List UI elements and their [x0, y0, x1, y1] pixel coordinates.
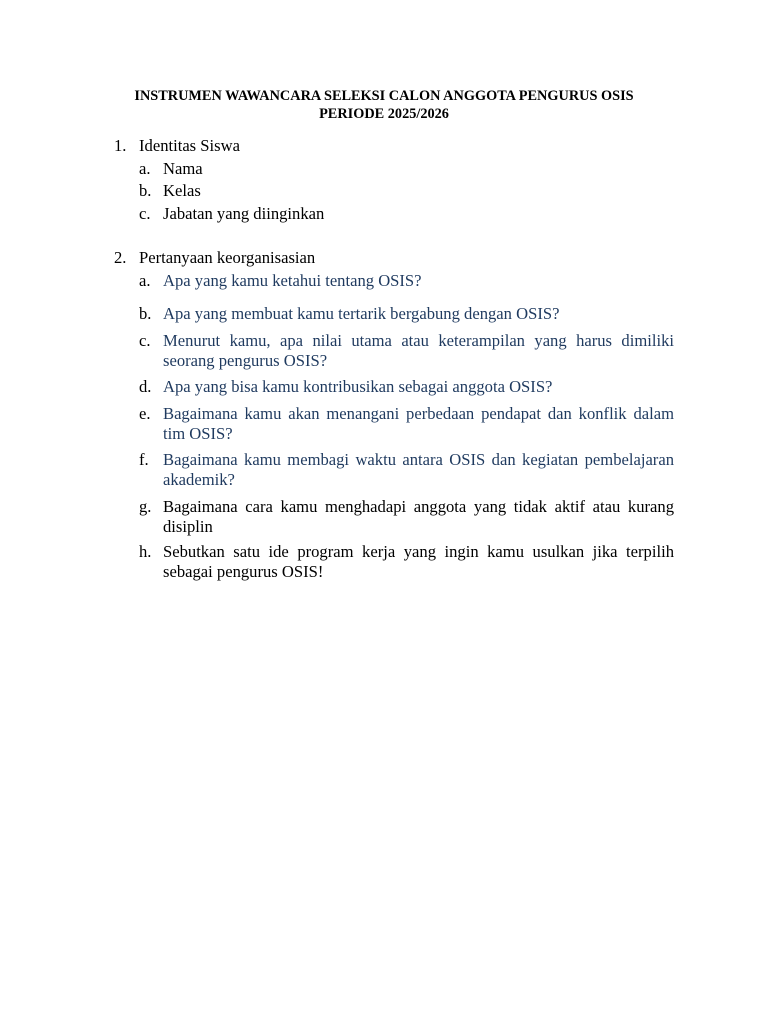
section-heading: Pertanyaan keorganisasian — [139, 248, 316, 267]
question-text: Apa yang kamu ketahui tentang OSIS? — [163, 271, 422, 290]
question-text: Apa yang bisa kamu kontribusikan sebagai anggota OSIS? — [163, 377, 553, 396]
list-item-letter: b. — [139, 181, 152, 200]
list-item: Nama — [163, 159, 203, 178]
question-text: Bagaimana cara kamu menghadapi anggota yang tidak aktif atau kurang disiplin — [163, 497, 674, 536]
question-letter: f. — [139, 450, 149, 469]
section-heading: Identitas Siswa — [139, 136, 240, 155]
list-item-letter: c. — [139, 204, 151, 223]
question-letter: d. — [139, 377, 152, 396]
question-letter: g. — [139, 497, 152, 516]
question-letter: e. — [139, 404, 151, 423]
question-letter: c. — [139, 331, 151, 350]
list-item: Jabatan yang diinginkan — [163, 204, 325, 223]
question-text: Bagaimana kamu akan menangani perbedaan pendapat dan konflik dalam tim OSIS? — [163, 404, 674, 443]
question-letter: b. — [139, 304, 152, 323]
question-text: Menurut kamu, apa nilai utama atau keterampilan yang harus dimiliki seorang pengurus OSIS? — [163, 331, 674, 370]
list-item-letter: a. — [139, 159, 151, 178]
question-letter: a. — [139, 271, 151, 290]
question-text: Apa yang membuat kamu tertarik bergabung dengan OSIS? — [163, 304, 560, 323]
section-number: 1. — [114, 136, 127, 155]
question-text: Bagaimana kamu membagi waktu antara OSIS dan kegiatan pembelajaran akademik? — [163, 450, 674, 489]
section-number: 2. — [114, 248, 127, 267]
question-text: Sebutkan satu ide program kerja yang ingin kamu usulkan jika terpilih sebagai pengurus OSIS! — [163, 542, 674, 581]
question-letter: h. — [139, 542, 152, 561]
document-title-line1: INSTRUMEN WAWANCARA SELEKSI CALON ANGGOTA PENGURUS OSIS — [134, 88, 634, 104]
document-title-line2: PERIODE 2025/2026 — [319, 106, 449, 122]
list-item: Kelas — [163, 181, 201, 200]
